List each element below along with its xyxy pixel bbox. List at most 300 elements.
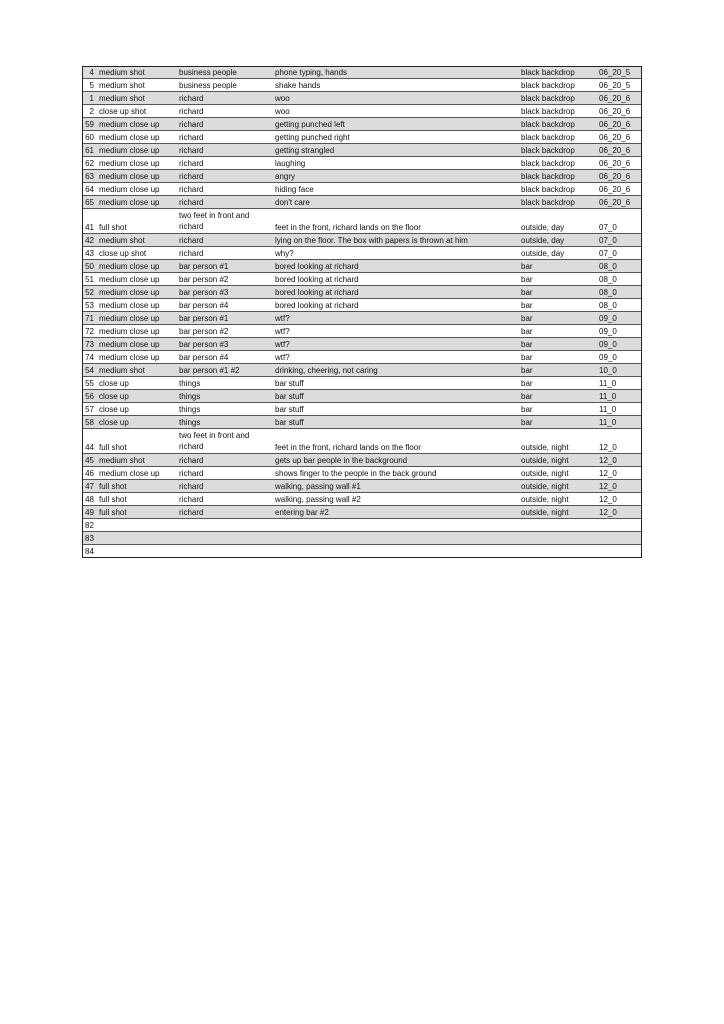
location-cell: [519, 247, 597, 260]
subject-cell: [177, 403, 273, 416]
scene-code-cell-text: 06_20_6: [599, 172, 631, 181]
action-cell: [273, 519, 519, 532]
shot-number-cell-text: 48: [85, 495, 94, 504]
scene-code-cell: [597, 234, 642, 247]
location-cell-text: bar: [521, 392, 533, 401]
scene-code-cell-text: 12_0: [599, 443, 617, 452]
scene-code-cell: [597, 66, 642, 79]
shot-type-cell: [97, 66, 177, 79]
subject-cell-text: richard: [179, 508, 204, 517]
subject-cell-text: richard: [179, 185, 204, 194]
shot-type-cell-text: medium close up: [99, 198, 160, 207]
shot-type-cell-text: full shot: [99, 443, 127, 452]
subject-cell-text: bar person #1: [179, 262, 229, 271]
location-cell: [519, 144, 597, 157]
shot-type-cell-text: full shot: [99, 495, 127, 504]
scene-code-cell: [597, 105, 642, 118]
table-row: [82, 299, 642, 312]
action-cell-text: getting strangled: [275, 146, 335, 155]
subject-cell: [177, 416, 273, 429]
shot-number-cell: [82, 351, 97, 364]
location-cell-text: black backdrop: [521, 94, 575, 103]
table-row: [82, 480, 642, 493]
scene-code-cell: [597, 286, 642, 299]
location-cell-text: black backdrop: [521, 159, 575, 168]
shot-number-cell: [82, 519, 97, 532]
table-row: [82, 196, 642, 209]
shot-number-cell: [82, 118, 97, 131]
location-cell-text: black backdrop: [521, 81, 575, 90]
action-cell: [273, 66, 519, 79]
subject-cell: [177, 66, 273, 79]
location-cell-text: bar: [521, 366, 533, 375]
scene-code-cell: [597, 467, 642, 480]
location-cell-text: outside, night: [521, 482, 569, 491]
subject-cell: [177, 170, 273, 183]
shot-number-cell-text: 43: [85, 249, 94, 258]
table-row: [82, 273, 642, 286]
action-cell-text: lying on the floor. The box with papers is thrown at him: [275, 236, 468, 245]
table-row: [82, 390, 642, 403]
subject-cell: [177, 234, 273, 247]
shot-type-cell-text: close up shot: [99, 249, 147, 258]
shot-type-cell-text: close up shot: [99, 107, 147, 116]
subject-cell: [177, 467, 273, 480]
scene-code-cell: [597, 364, 642, 377]
action-cell-text: bar stuff: [275, 418, 304, 427]
location-cell-text: bar: [521, 314, 533, 323]
shot-type-cell: [97, 196, 177, 209]
location-cell-text: bar: [521, 418, 533, 427]
shot-number-cell: [82, 157, 97, 170]
shot-number-cell: [82, 429, 97, 454]
scene-code-cell: [597, 144, 642, 157]
shot-number-cell-text: 45: [85, 456, 94, 465]
location-cell-text: bar: [521, 353, 533, 362]
table-row: [82, 260, 642, 273]
location-cell: [519, 480, 597, 493]
location-cell: [519, 196, 597, 209]
scene-code-cell-text: 06_20_6: [599, 133, 631, 142]
table-row: [82, 416, 642, 429]
subject-cell-text: richard: [179, 94, 204, 103]
location-cell-text: bar: [521, 275, 533, 284]
action-cell: [273, 312, 519, 325]
action-cell: [273, 416, 519, 429]
shot-type-cell: [97, 312, 177, 325]
shot-type-cell: [97, 157, 177, 170]
scene-code-cell: [597, 209, 642, 234]
scene-code-cell-text: 10_0: [599, 366, 617, 375]
subject-cell: [177, 480, 273, 493]
scene-code-cell: [597, 260, 642, 273]
action-cell: [273, 429, 519, 454]
location-cell-text: outside, night: [521, 443, 569, 452]
shot-type-cell-text: medium close up: [99, 185, 160, 194]
subject-cell-text: bar person #3: [179, 340, 229, 349]
location-cell-text: bar: [521, 262, 533, 271]
subject-cell: [177, 545, 273, 558]
shot-type-cell: [97, 416, 177, 429]
action-cell: [273, 105, 519, 118]
table-row: [82, 144, 642, 157]
action-cell-text: wtf?: [275, 314, 290, 323]
table-row: [82, 506, 642, 519]
shot-number-cell: [82, 545, 97, 558]
action-cell: [273, 467, 519, 480]
action-cell-text: shake hands: [275, 81, 321, 90]
action-cell-text: getting punched right: [275, 133, 350, 142]
location-cell: [519, 183, 597, 196]
shot-number-cell-text: 71: [85, 314, 94, 323]
shot-number-cell-text: 1: [89, 94, 94, 103]
location-cell: [519, 364, 597, 377]
subject-cell: [177, 196, 273, 209]
location-cell: [519, 234, 597, 247]
subject-cell: [177, 429, 273, 454]
shot-type-cell: [97, 467, 177, 480]
shot-number-cell-text: 73: [85, 340, 94, 349]
subject-cell-text: richard: [179, 146, 204, 155]
location-cell: [519, 170, 597, 183]
subject-cell-text: things: [179, 379, 201, 388]
shot-number-cell-text: 72: [85, 327, 94, 336]
scene-code-cell-text: 06_20_6: [599, 198, 631, 207]
shot-number-cell: [82, 325, 97, 338]
shot-type-cell: [97, 532, 177, 545]
action-cell: [273, 79, 519, 92]
action-cell-text: feet in the front, richard lands on the floor: [275, 223, 421, 232]
table-row: [82, 467, 642, 480]
action-cell: [273, 480, 519, 493]
subject-cell-text: bar person #1 #2: [179, 366, 240, 375]
location-cell: [519, 209, 597, 234]
shot-type-cell-text: medium shot: [99, 366, 145, 375]
action-cell-text: bar stuff: [275, 392, 304, 401]
shot-type-cell: [97, 183, 177, 196]
scene-code-cell-text: 09_0: [599, 327, 617, 336]
location-cell: [519, 105, 597, 118]
table-row: [82, 66, 642, 79]
action-cell-text: angry: [275, 172, 296, 181]
scene-code-cell-text: 12_0: [599, 456, 617, 465]
action-cell-text: bored looking at richard: [275, 288, 359, 297]
subject-cell-text: richard: [179, 107, 204, 116]
action-cell-text: shows finger to the people in the back ground: [275, 469, 437, 478]
subject-cell: [177, 454, 273, 467]
action-cell: [273, 493, 519, 506]
location-cell-text: outside, night: [521, 456, 569, 465]
subject-cell-text: things: [179, 405, 201, 414]
scene-code-cell-text: 11_0: [599, 392, 617, 401]
location-cell: [519, 467, 597, 480]
location-cell: [519, 92, 597, 105]
action-cell-text: wtf?: [275, 340, 290, 349]
shot-number-cell: [82, 209, 97, 234]
location-cell: [519, 454, 597, 467]
shot-number-cell: [82, 105, 97, 118]
action-cell-text: bar stuff: [275, 405, 304, 414]
shot-number-cell: [82, 273, 97, 286]
shot-type-cell: [97, 92, 177, 105]
scene-code-cell-text: 08_0: [599, 301, 617, 310]
table-row: [82, 183, 642, 196]
shot-type-cell: [97, 545, 177, 558]
action-cell-text: laughing: [275, 159, 306, 168]
scene-code-cell-text: 06_20_6: [599, 146, 631, 155]
table-row: [82, 403, 642, 416]
scene-code-cell: [597, 247, 642, 260]
scene-code-cell-text: 06_20_6: [599, 94, 631, 103]
shot-number-cell-text: 63: [85, 172, 94, 181]
shot-number-cell: [82, 532, 97, 545]
location-cell-text: black backdrop: [521, 68, 575, 77]
action-cell: [273, 170, 519, 183]
location-cell: [519, 390, 597, 403]
table-row: [82, 131, 642, 144]
shot-number-cell-text: 42: [85, 236, 94, 245]
action-cell: [273, 260, 519, 273]
subject-cell: [177, 338, 273, 351]
scene-code-cell: [597, 403, 642, 416]
scene-code-cell-text: 08_0: [599, 275, 617, 284]
subject-cell: [177, 286, 273, 299]
shot-type-cell-text: medium shot: [99, 81, 145, 90]
shot-number-cell: [82, 390, 97, 403]
scene-code-cell-text: 06_20_6: [599, 107, 631, 116]
shot-type-cell-text: medium close up: [99, 301, 160, 310]
table-row: [82, 247, 642, 260]
location-cell: [519, 338, 597, 351]
scene-code-cell-text: 09_0: [599, 314, 617, 323]
subject-cell-text: richard: [179, 495, 204, 504]
scene-code-cell: [597, 519, 642, 532]
shot-number-cell: [82, 92, 97, 105]
action-cell: [273, 118, 519, 131]
shot-number-cell-text: 4: [89, 68, 94, 77]
action-cell-text: wtf?: [275, 327, 290, 336]
subject-cell: [177, 364, 273, 377]
shot-type-cell-text: medium shot: [99, 236, 145, 245]
subject-cell: [177, 519, 273, 532]
action-cell-text: woo: [275, 94, 290, 103]
subject-cell-text: richard: [179, 198, 204, 207]
scene-code-cell: [597, 351, 642, 364]
location-cell: [519, 429, 597, 454]
action-cell-text: walking, passing wall #1: [275, 482, 361, 491]
shot-number-cell-text: 65: [85, 198, 94, 207]
shot-type-cell: [97, 209, 177, 234]
shot-type-cell-text: medium shot: [99, 68, 145, 77]
subject-cell: [177, 493, 273, 506]
shot-number-cell-text: 52: [85, 288, 94, 297]
action-cell: [273, 325, 519, 338]
shot-type-cell-text: medium close up: [99, 288, 160, 297]
subject-cell-text: richard: [179, 236, 204, 245]
shot-number-cell: [82, 144, 97, 157]
location-cell: [519, 118, 597, 131]
action-cell: [273, 454, 519, 467]
shot-type-cell: [97, 260, 177, 273]
shot-number-cell-text: 62: [85, 159, 94, 168]
location-cell-text: black backdrop: [521, 133, 575, 142]
location-cell-text: black backdrop: [521, 120, 575, 129]
shot-type-cell: [97, 273, 177, 286]
action-cell-text: drinking, cheering, not caring: [275, 366, 378, 375]
shot-number-cell: [82, 247, 97, 260]
action-cell-text: woo: [275, 107, 290, 116]
shot-type-cell-text: full shot: [99, 223, 127, 232]
shot-number-cell-text: 41: [85, 223, 94, 232]
subject-cell-text: richard: [179, 456, 204, 465]
shot-type-cell-text: medium close up: [99, 353, 160, 362]
shot-number-cell: [82, 493, 97, 506]
shot-number-cell-text: 54: [85, 366, 94, 375]
action-cell: [273, 209, 519, 234]
action-cell-text: walking, passing wall #2: [275, 495, 361, 504]
shot-type-cell: [97, 79, 177, 92]
shot-number-cell-text: 74: [85, 353, 94, 362]
shot-number-cell-text: 58: [85, 418, 94, 427]
table-row: [82, 157, 642, 170]
shot-number-cell: [82, 183, 97, 196]
subject-cell-text: things: [179, 418, 201, 427]
shot-number-cell-text: 2: [89, 107, 94, 116]
subject-cell-text: richard: [179, 482, 204, 491]
shot-number-cell: [82, 234, 97, 247]
scene-code-cell: [597, 325, 642, 338]
location-cell: [519, 79, 597, 92]
location-cell: [519, 260, 597, 273]
scene-code-cell-text: 08_0: [599, 288, 617, 297]
shot-number-cell-text: 49: [85, 508, 94, 517]
table-row: [82, 92, 642, 105]
scene-code-cell-text: 11_0: [599, 418, 617, 427]
location-cell: [519, 273, 597, 286]
shot-list-table: [82, 66, 642, 558]
scene-code-cell: [597, 429, 642, 454]
subject-cell: [177, 118, 273, 131]
shot-type-cell: [97, 338, 177, 351]
scene-code-cell-text: 06_20_5: [599, 81, 631, 90]
location-cell-text: black backdrop: [521, 146, 575, 155]
location-cell-text: black backdrop: [521, 172, 575, 181]
location-cell-text: outside, night: [521, 508, 569, 517]
shot-number-cell-text: 57: [85, 405, 94, 414]
location-cell: [519, 325, 597, 338]
action-cell: [273, 183, 519, 196]
location-cell: [519, 286, 597, 299]
action-cell-text: bored looking at richard: [275, 262, 359, 271]
table-row: [82, 234, 642, 247]
subject-cell: [177, 79, 273, 92]
table-row: [82, 493, 642, 506]
scene-code-cell-text: 12_0: [599, 482, 617, 491]
scene-code-cell: [597, 196, 642, 209]
scene-code-cell-text: 12_0: [599, 495, 617, 504]
scene-code-cell: [597, 183, 642, 196]
shot-number-cell: [82, 403, 97, 416]
shot-type-cell-text: full shot: [99, 508, 127, 517]
scene-code-cell-text: 08_0: [599, 262, 617, 271]
shot-type-cell: [97, 519, 177, 532]
action-cell: [273, 299, 519, 312]
scene-code-cell: [597, 92, 642, 105]
scene-code-cell: [597, 480, 642, 493]
scene-code-cell-text: 06_20_6: [599, 159, 631, 168]
shot-type-cell-text: medium close up: [99, 340, 160, 349]
scene-code-cell-text: 09_0: [599, 340, 617, 349]
shot-number-cell-text: 64: [85, 185, 94, 194]
shot-number-cell-text: 56: [85, 392, 94, 401]
action-cell: [273, 377, 519, 390]
shot-number-cell: [82, 467, 97, 480]
shot-number-cell: [82, 196, 97, 209]
shot-type-cell-text: medium close up: [99, 262, 160, 271]
shot-list-body: [82, 66, 642, 558]
subject-cell-text: bar person #1: [179, 314, 229, 323]
scene-code-cell-text: 07_0: [599, 236, 617, 245]
subject-cell-text: richard: [179, 172, 204, 181]
shot-number-cell: [82, 286, 97, 299]
subject-cell: [177, 247, 273, 260]
action-cell: [273, 545, 519, 558]
subject-cell: [177, 273, 273, 286]
location-cell-text: bar: [521, 327, 533, 336]
action-cell: [273, 286, 519, 299]
subject-cell: [177, 105, 273, 118]
scene-code-cell: [597, 312, 642, 325]
subject-cell: [177, 377, 273, 390]
shot-number-cell-text: 84: [85, 547, 94, 556]
shot-number-cell: [82, 260, 97, 273]
location-cell: [519, 351, 597, 364]
shot-type-cell: [97, 429, 177, 454]
shot-type-cell: [97, 493, 177, 506]
shot-type-cell: [97, 403, 177, 416]
subject-cell-text: two feet in front and richard: [179, 211, 250, 231]
location-cell: [519, 299, 597, 312]
shot-type-cell: [97, 325, 177, 338]
shot-type-cell: [97, 170, 177, 183]
location-cell-text: outside, day: [521, 249, 565, 258]
shot-type-cell-text: medium close up: [99, 159, 160, 168]
table-row: [82, 545, 642, 558]
subject-cell: [177, 183, 273, 196]
scene-code-cell: [597, 416, 642, 429]
location-cell: [519, 493, 597, 506]
subject-cell: [177, 157, 273, 170]
table-row: [82, 286, 642, 299]
subject-cell: [177, 299, 273, 312]
scene-code-cell-text: 06_20_6: [599, 120, 631, 129]
scene-code-cell: [597, 506, 642, 519]
table-row: [82, 532, 642, 545]
action-cell: [273, 157, 519, 170]
scene-code-cell-text: 12_0: [599, 469, 617, 478]
scene-code-cell-text: 11_0: [599, 379, 617, 388]
shot-number-cell-text: 61: [85, 146, 94, 155]
shot-number-cell-text: 60: [85, 133, 94, 142]
action-cell-text: feet in the front, richard lands on the floor: [275, 443, 421, 452]
subject-cell: [177, 325, 273, 338]
location-cell-text: outside, night: [521, 469, 569, 478]
table-row: [82, 338, 642, 351]
shot-type-cell-text: close up: [99, 392, 129, 401]
subject-cell-text: business people: [179, 81, 237, 90]
scene-code-cell-text: 09_0: [599, 353, 617, 362]
shot-type-cell: [97, 351, 177, 364]
